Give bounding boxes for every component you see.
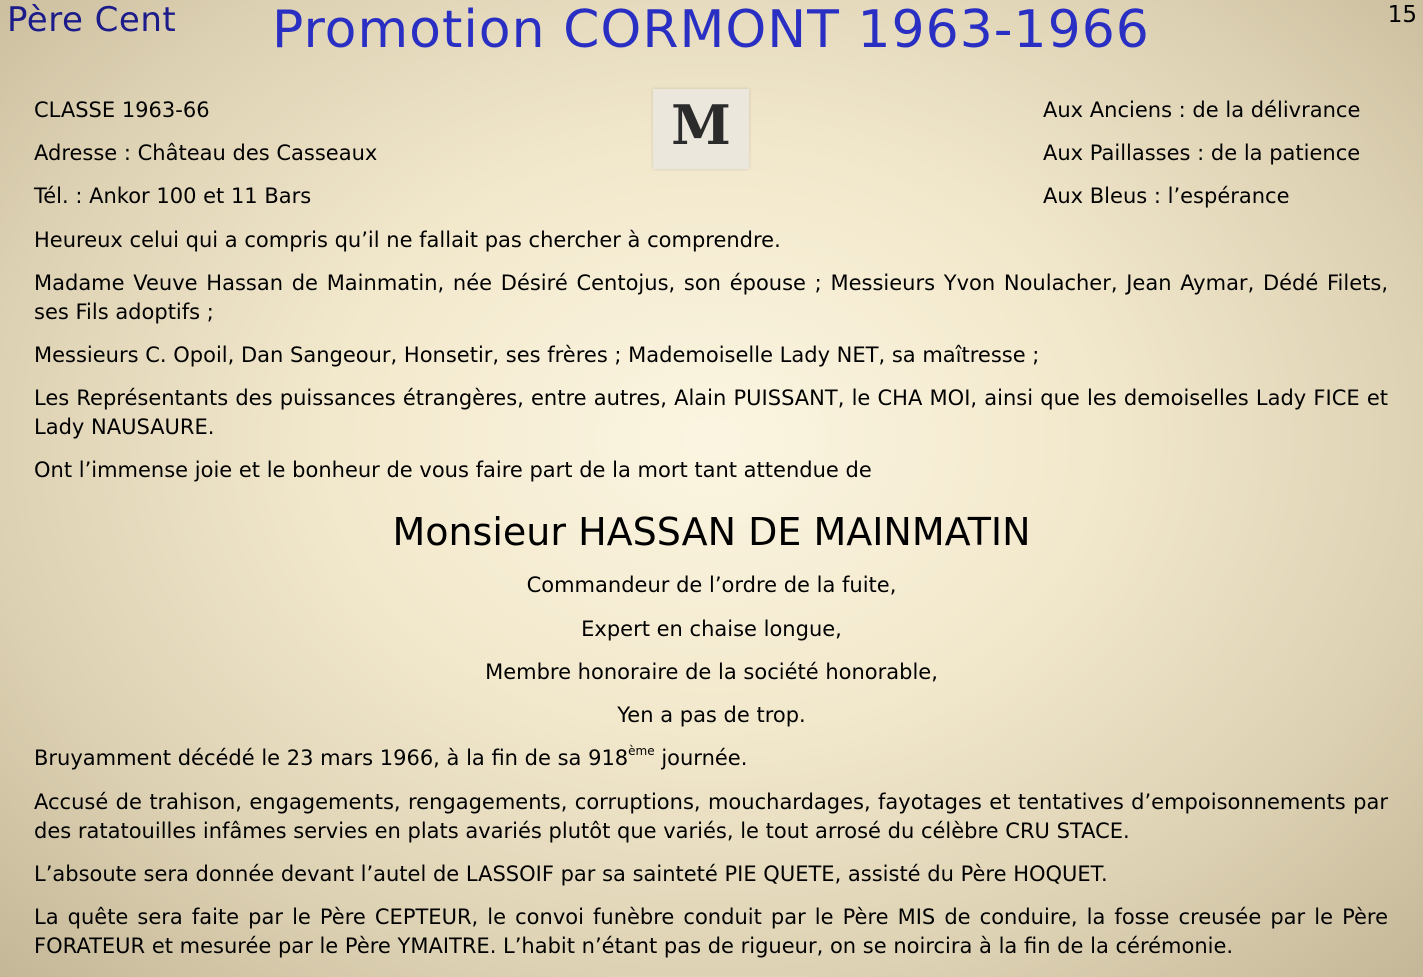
messieurs-paragraph: Messieurs C. Opoil, Dan Sangeour, Honsetir, ses frères ; Mademoiselle Lady NET, sa maîtresse ; (34, 343, 1040, 367)
death-line (34, 744, 747, 773)
deceased-name: Monsieur HASSAN DE MAINMATIN (392, 510, 1031, 554)
absoute-paragraph: L’absoute sera donnée devant l’autel de LASSOIF par sa sainteté PIE QUETE, assisté du Père HOQUET. (34, 862, 1108, 886)
death-suffix: journée. (654, 746, 748, 770)
death-prefix: Bruyamment décédé le 23 mars 1966, à la fin de sa 918 (34, 746, 629, 770)
adresse-line: Adresse : Château des Casseaux (34, 141, 378, 165)
death-superscript: ème (628, 744, 655, 758)
paillasses-line: Aux Paillasses : de la patience (1043, 141, 1361, 165)
logo-image (653, 89, 749, 169)
classe-line: CLASSE 1963-66 (34, 98, 210, 122)
title-line: Commandeur de l’ordre de la fuite, (526, 573, 897, 597)
bleus-line: Aux Bleus : l’espérance (1043, 184, 1290, 208)
logo-letter: M (671, 93, 731, 157)
header-left-label: Père Cent (7, 0, 177, 40)
title-line: Expert en chaise longue, (581, 617, 842, 641)
joie-paragraph: Ont l’immense joie et le bonheur de vous faire part de la mort tant attendue de (34, 458, 872, 482)
page-number: 15 (1387, 2, 1417, 28)
anciens-line: Aux Anciens : de la délivrance (1043, 98, 1361, 122)
title-line: Yen a pas de trop. (617, 703, 806, 727)
page-title: Promotion CORMONT 1963-1966 (272, 0, 1150, 60)
title-line: Membre honoraire de la société honorable, (485, 660, 938, 684)
accuse-paragraph: Accusé de trahison, engagements, rengagements, corruptions, mouchardages, fayotages et tentatives d’empoisonnements par des ratatouilles infâmes servies en plats avariés plutôt que variés, le tout arrosé du célèbre CRU STACE. (34, 790, 1388, 843)
quete-paragraph: La quête sera faite par le Père CEPTEUR, le convoi funèbre conduit par le Père MIS de conduire, la fosse creusée par le Père FORATEUR et mesurée par le Père YMAITRE. L’habit n’étant pas de rigueur, on se noircira à la fin de la cérémonie. (34, 905, 1388, 958)
heureux-paragraph: Heureux celui qui a compris qu’il ne fallait pas chercher à comprendre. (34, 228, 781, 252)
madame-paragraph: Madame Veuve Hassan de Mainmatin, née Désiré Centojus, son épouse ; Messieurs Yvon Noulacher, Jean Aymar, Dédé Filets, ses Fils adoptifs ; (34, 271, 1388, 324)
tel-line: Tél. : Ankor 100 et 11 Bars (34, 184, 312, 208)
representants-paragraph: Les Représentants des puissances étrangères, entre autres, Alain PUISSANT, le CHA MOI, ainsi que les demoiselles Lady FICE et Lady NAUSAURE. (34, 386, 1388, 439)
